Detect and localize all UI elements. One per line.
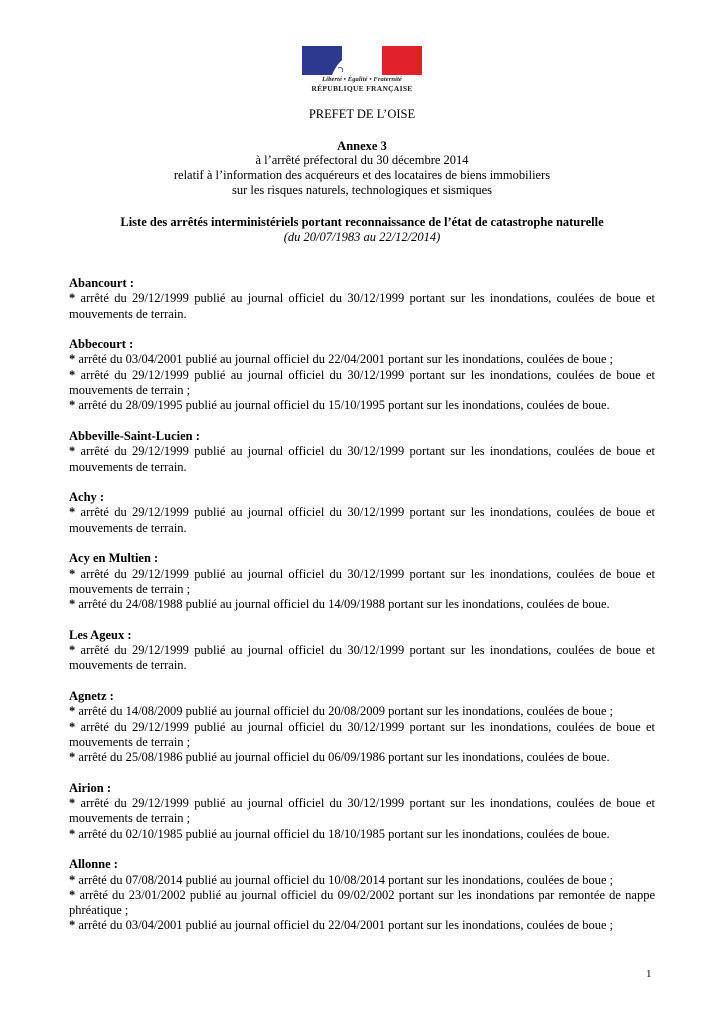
arrete-item — [69, 352, 655, 367]
commune-name: Achy : — [69, 490, 105, 505]
subtitle-line-3: sur les risques naturels, technologiques et sismiques — [231, 183, 493, 197]
arrete-item — [69, 750, 655, 765]
marianne-flag-icon — [302, 46, 422, 75]
arrete-text: arrêté du 29/12/1999 publié au journal officiel du 30/12/1999 portant sur les inondations, coulées de boue et mouvements de terrain ; — [69, 566, 655, 596]
arrete-item — [69, 567, 655, 598]
bullet-star: * — [69, 566, 76, 581]
arrete-text: arrêté du 03/04/2001 publié au journal officiel du 22/04/2001 portant sur les inondations, coulées de boue ; — [78, 352, 614, 367]
arrete-text: arrêté du 23/01/2002 publié au journal officiel du 09/02/2002 portant sur les inondations par remontée de nappe phréatique ; — [69, 887, 656, 918]
commune-entry — [69, 857, 655, 933]
commune-name: Abancourt : — [69, 276, 134, 290]
commune-entry — [69, 276, 655, 322]
commune-entry — [69, 490, 655, 536]
bullet-star: * — [69, 398, 76, 413]
arrete-item — [69, 888, 655, 919]
bullet-star: * — [69, 704, 76, 719]
commune-entry — [69, 628, 655, 674]
bullet-star: * — [69, 918, 76, 933]
bullet-star: * — [69, 872, 76, 887]
bullet-star: * — [69, 887, 76, 902]
bullet-star: * — [69, 505, 76, 520]
subtitle-line-1: à l’arrêté préfectoral du 30 décembre 2014 — [255, 153, 469, 167]
bullet-star: * — [69, 826, 76, 841]
commune-name: Abbecourt : — [69, 337, 134, 352]
arrete-item — [69, 643, 655, 674]
bullet-star: * — [69, 796, 76, 811]
commune-name: Airion : — [69, 780, 112, 795]
bullet-star: * — [69, 444, 76, 459]
logo-motto: Liberté • Égalité • Fraternité — [322, 76, 402, 83]
commune-entry — [69, 337, 655, 413]
commune-name: Acy en Multien : — [69, 551, 159, 566]
arrete-item — [69, 796, 655, 827]
arrete-item — [69, 597, 655, 612]
bullet-star: * — [69, 750, 76, 765]
arrete-text: arrêté du 25/08/1986 publié au journal officiel du 06/09/1986 portant sur les inondations, coulées de boue. — [78, 750, 610, 765]
arrete-text: arrêté du 29/12/1999 publié au journal officiel du 30/12/1999 portant sur les inondations, coulées de boue et mouvements de terrain ; — [69, 796, 655, 826]
arrete-item — [69, 398, 655, 413]
arrete-item — [69, 918, 655, 933]
arrete-item — [69, 444, 655, 475]
period: (du 20/07/1983 au 22/12/2014) — [283, 230, 441, 244]
bullet-star: * — [69, 352, 76, 367]
bullet-star: * — [69, 719, 76, 734]
arrete-item — [69, 291, 655, 322]
prefect-heading: PREFET DE L’OISE — [308, 107, 416, 121]
bullet-star: * — [69, 291, 76, 306]
arrete-text: arrêté du 29/12/1999 publié au journal officiel du 30/12/1999 portant sur les inondations, coulées de boue et mouvements de terrain. — [69, 444, 655, 474]
bullet-star: * — [69, 597, 76, 612]
marianne-logo — [302, 46, 422, 95]
arrete-text: arrêté du 29/12/1999 publié au journal officiel du 30/12/1999 portant sur les inondations, coulées de boue et mouvements de terrain. — [69, 643, 655, 673]
arrete-item — [69, 873, 655, 888]
arrete-item — [69, 704, 655, 719]
arrete-text: arrêté du 29/12/1999 publié au journal officiel du 30/12/1999 portant sur les inondations, coulées de boue et mouvements de terrain. — [69, 505, 655, 535]
arrete-item — [69, 368, 655, 399]
arrete-text: arrêté du 07/08/2014 publié au journal officiel du 10/08/2014 portant sur les inondations, coulées de boue ; — [78, 872, 614, 887]
commune-name: Agnetz : — [69, 689, 114, 704]
commune-name: Allonne : — [69, 857, 118, 872]
bullet-star: * — [69, 643, 76, 658]
logo-republic: RÉPUBLIQUE FRANÇAISE — [311, 84, 413, 93]
arrete-text: arrêté du 28/09/1995 publié au journal officiel du 15/10/1995 portant sur les inondations, coulées de boue. — [78, 398, 610, 413]
arrete-text: arrêté du 29/12/1999 publié au journal officiel du 30/12/1999 portant sur les inondations, coulées de boue et mouvements de terrain ; — [69, 367, 655, 398]
arrete-text: arrêté du 02/10/1985 publié au journal officiel du 18/10/1985 portant sur les inondations, coulées de boue. — [78, 826, 610, 841]
arrete-text: arrêté du 24/08/1988 publié au journal officiel du 14/09/1988 portant sur les inondations, coulées de boue. — [78, 597, 610, 612]
arrete-item — [69, 827, 655, 842]
arrete-text: arrêté du 14/08/2009 publié au journal officiel du 20/08/2009 portant sur les inondations, coulées de boue ; — [78, 704, 614, 719]
commune-name: Les Ageux : — [69, 627, 132, 642]
commune-entry — [69, 781, 655, 842]
arrete-item — [69, 505, 655, 536]
commune-entry — [69, 551, 655, 612]
list-title: Liste des arrêtés interministériels portant reconnaissance de l’état de catastrophe naturelle — [120, 215, 604, 229]
commune-entry — [69, 689, 655, 765]
arrete-text: arrêté du 03/04/2001 publié au journal officiel du 22/04/2001 portant sur les inondations, coulées de boue ; — [78, 918, 614, 933]
page-number: 1 — [646, 968, 652, 980]
commune-name: Abbeville-Saint-Lucien : — [69, 428, 200, 443]
commune-list — [69, 276, 655, 949]
commune-entry — [69, 429, 655, 475]
arrete-text: arrêté du 29/12/1999 publié au journal officiel du 30/12/1999 portant sur les inondations, coulées de boue et mouvements de terrain. — [69, 291, 655, 321]
arrete-item — [69, 720, 655, 751]
arrete-text: arrêté du 29/12/1999 publié au journal officiel du 30/12/1999 portant sur les inondations, coulées de boue et mouvements de terrain ; — [69, 719, 655, 749]
bullet-star: * — [69, 367, 76, 382]
subtitle-line-2: relatif à l’information des acquéreurs et des locataires de biens immobiliers — [173, 168, 551, 182]
annex-title: Annexe 3 — [337, 139, 387, 153]
